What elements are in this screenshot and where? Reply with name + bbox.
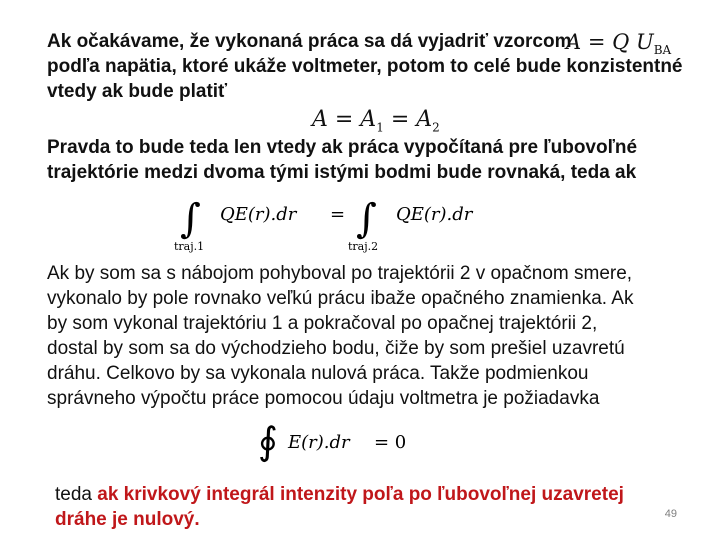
para4-highlight-2: dráhe je nulový. bbox=[55, 509, 200, 530]
integral-sign-left: ∫ bbox=[180, 196, 201, 242]
closed-integral-rhs: = 0 bbox=[374, 432, 407, 453]
para2-line2: trajektórie medzi dvoma tými istými bodmi bude rovnaká, teda ak bbox=[47, 162, 637, 183]
eq2-sub2: 2 bbox=[432, 120, 440, 135]
eq1-text: A = Q U bbox=[566, 30, 654, 54]
para4-highlight-1: ak krivkový integrál intenzity poľa po ľubovoľnej uzavretej bbox=[97, 484, 624, 505]
path-integral-equality bbox=[174, 190, 500, 256]
para4-prefix: teda bbox=[55, 484, 98, 505]
integral-left-sub: traj.1 bbox=[174, 240, 205, 253]
integral-sign-right: ∫ bbox=[356, 196, 377, 242]
para1-line3: vtedy ak bude platiť bbox=[47, 81, 228, 102]
eq2-part-b: = A bbox=[383, 107, 433, 132]
para3-line: správneho výpočtu práce pomocou údaju voltmetra je požiadavka bbox=[47, 388, 600, 409]
para3-line: dostal by som sa do východzieho bodu, čiže by som prešiel uzavretú bbox=[47, 338, 625, 359]
equation-work-equality bbox=[312, 107, 440, 134]
integral-right-sub: traj.2 bbox=[348, 240, 379, 253]
closed-integral-expr: E(r).dr bbox=[288, 432, 350, 453]
equation-work-voltage bbox=[566, 30, 671, 57]
integral-left-expr: QE(r).dr bbox=[220, 204, 297, 225]
eq1-subscript: BA bbox=[653, 43, 672, 58]
para1-line2: podľa napätia, ktoré ukáže voltmeter, potom to celé bude konzistentné bbox=[47, 56, 683, 77]
closed-integral-equation bbox=[258, 418, 418, 470]
para3-line: by som vykonal trajektóriu 1 a pokračoval po opačnej trajektórii 2, bbox=[47, 313, 598, 334]
integral-right-expr: QE(r).dr bbox=[396, 204, 473, 225]
integral-equals: = bbox=[330, 204, 346, 225]
para2-line1: Pravda to bude teda len vtedy ak práca vypočítaná pre ľubovoľné bbox=[47, 137, 638, 158]
eq2-part-a: A = A bbox=[312, 107, 377, 132]
contour-integral-sign: ∮ bbox=[258, 419, 278, 463]
para3-line: Ak by som sa s nábojom pohyboval po trajektórii 2 v opačnom smere, bbox=[47, 263, 633, 284]
para3-line: vykonalo by pole rovnako veľkú prácu ibaže opačného znamienka. Ak bbox=[47, 288, 634, 309]
para3-line: dráhu. Celkovo by sa vykonala nulová práca. Takže podmienkou bbox=[47, 363, 589, 384]
eq2-sub1: 1 bbox=[376, 120, 384, 135]
page-number: 49 bbox=[664, 508, 677, 520]
para4-line1 bbox=[55, 483, 624, 506]
para1-line1: Ak očakávame, že vykonaná práca sa dá vyjadriť vzorcom bbox=[47, 31, 572, 52]
